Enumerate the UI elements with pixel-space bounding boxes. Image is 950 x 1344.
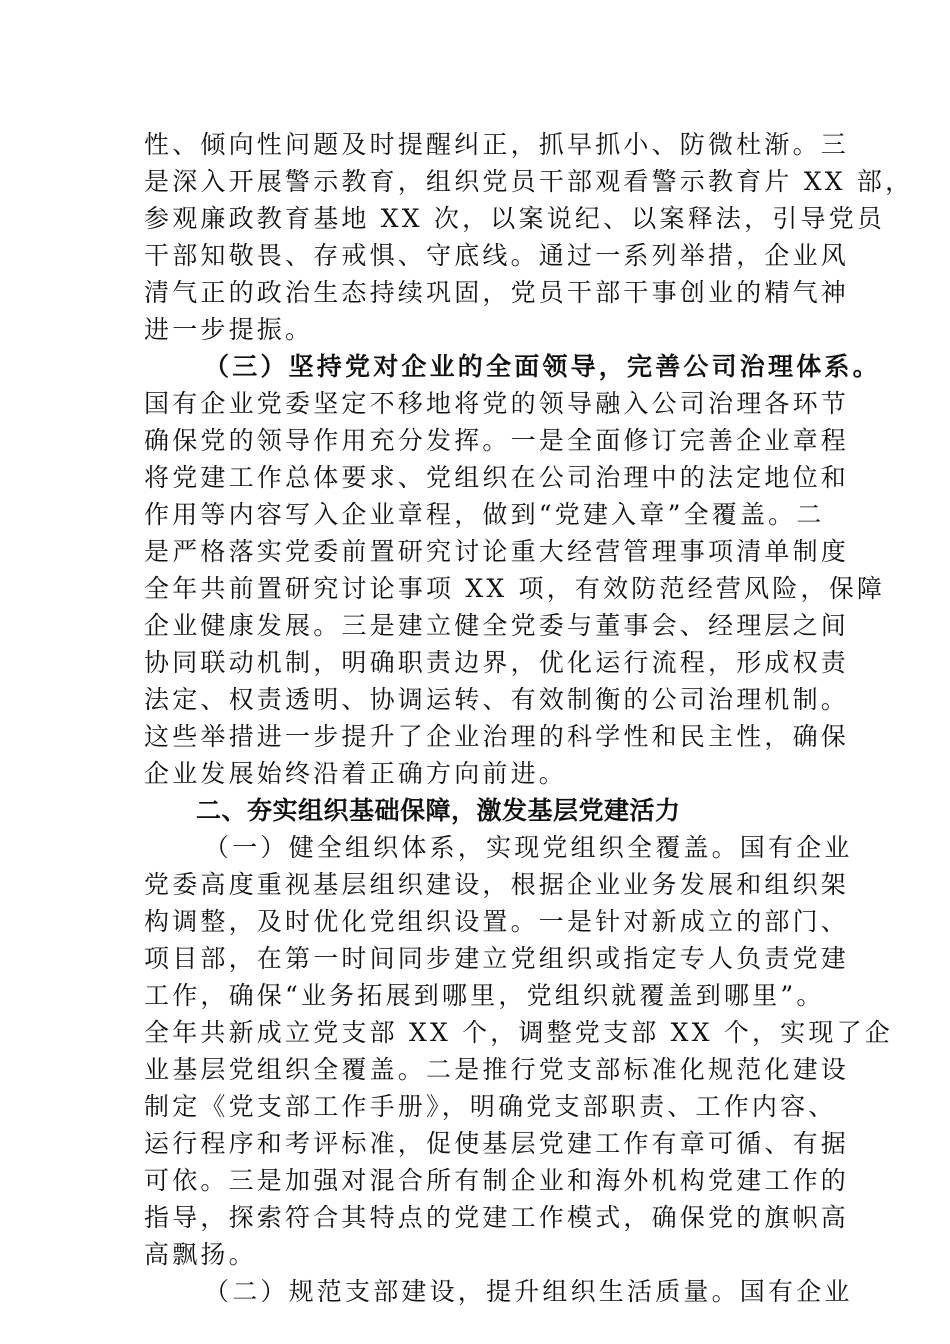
body-line: 党委高度重视基层组织建设，根据企业业务发展和组织架 [144, 870, 850, 899]
body-line: 法定、权责透明、协调运转、有效制衡的公司治理机制。 [144, 685, 850, 714]
body-line: 业基层党组织全覆盖。二是推行党支部标准化规范化建设 [144, 1055, 850, 1084]
body-line: 指导，探索符合其特点的党建工作模式，确保党的旗帜高 [144, 1203, 850, 1232]
body-line: 可依。三是加强对混合所有制企业和海外机构党建工作的 [144, 1166, 850, 1195]
body-line: 进一步提振。 [144, 315, 314, 344]
body-line: 将党建工作总体要求、党组织在公司治理中的法定地位和 [144, 463, 850, 492]
body-line: 协同联动机制，明确职责边界，优化运行流程，形成权责 [144, 648, 850, 677]
body-line: 性、倾向性问题及时提醒纠正，抓早抓小、防微杜渐。三 [144, 130, 850, 159]
body-line: 清气正的政治生态持续巩固，党员干部干事创业的精气神 [144, 278, 850, 307]
subsection-heading-2: （二）规范支部建设，提升组织生活质量。国有企业 [204, 1277, 853, 1306]
body-line: 高飘扬。 [144, 1240, 257, 1269]
body-line: 企业发展始终沿着正确方向前进。 [144, 759, 568, 788]
body-line: 企业健康发展。三是建立健全党委与董事会、经理层之间 [144, 611, 850, 640]
body-line: 确保党的领导作用充分发挥。一是全面修订完善企业章程 [144, 426, 850, 455]
subsection-heading-3: （三）坚持党对企业的全面领导，完善公司治理体系。 [204, 352, 881, 381]
body-line: 是深入开展警示教育，组织党员干部观看警示教育片 XX 部， [144, 167, 914, 196]
body-line: 这些举措进一步提升了企业治理的科学性和民主性，确保 [144, 722, 850, 751]
section-heading-2: 二、夯实组织基础保障，激发基层党建活力 [196, 796, 681, 825]
body-line: 是严格落实党委前置研究讨论重大经营管理事项清单制度 [144, 537, 850, 566]
subsection-heading-1: （一）健全组织体系，实现党组织全覆盖。国有企业 [204, 833, 853, 862]
body-line: 全年共新成立党支部 XX 个，调整党支部 XX 个，实现了企 [144, 1018, 893, 1047]
body-line: 制定《党支部工作手册》，明确党支部职责、工作内容、 [144, 1092, 837, 1121]
body-line: 构调整，及时优化党组织设置。一是针对新成立的部门、 [144, 907, 850, 936]
body-line: 全年共前置研究讨论事项 XX 项，有效防范经营风险，保障 [144, 574, 886, 603]
body-line: 项目部，在第一时间同步建立党组织或指定专人负责党建 [144, 944, 850, 973]
body-line: 干部知敬畏、存戒惧、守底线。通过一系列举措，企业风 [144, 241, 850, 270]
body-line: 工作，确保“业务拓展到哪里，党组织就覆盖到哪里”。 [144, 981, 825, 1010]
body-line: 国有企业党委坚定不移地将党的领导融入公司治理各环节 [144, 389, 850, 418]
body-line: 运行程序和考评标准，促使基层党建工作有章可循、有据 [144, 1129, 850, 1158]
body-line: 参观廉政教育基地 XX 次，以案说纪、以案释法，引导党员 [144, 204, 886, 233]
document-page [144, 126, 914, 1310]
body-line: 作用等内容写入企业章程，做到“党建入章”全覆盖。二 [144, 500, 825, 529]
